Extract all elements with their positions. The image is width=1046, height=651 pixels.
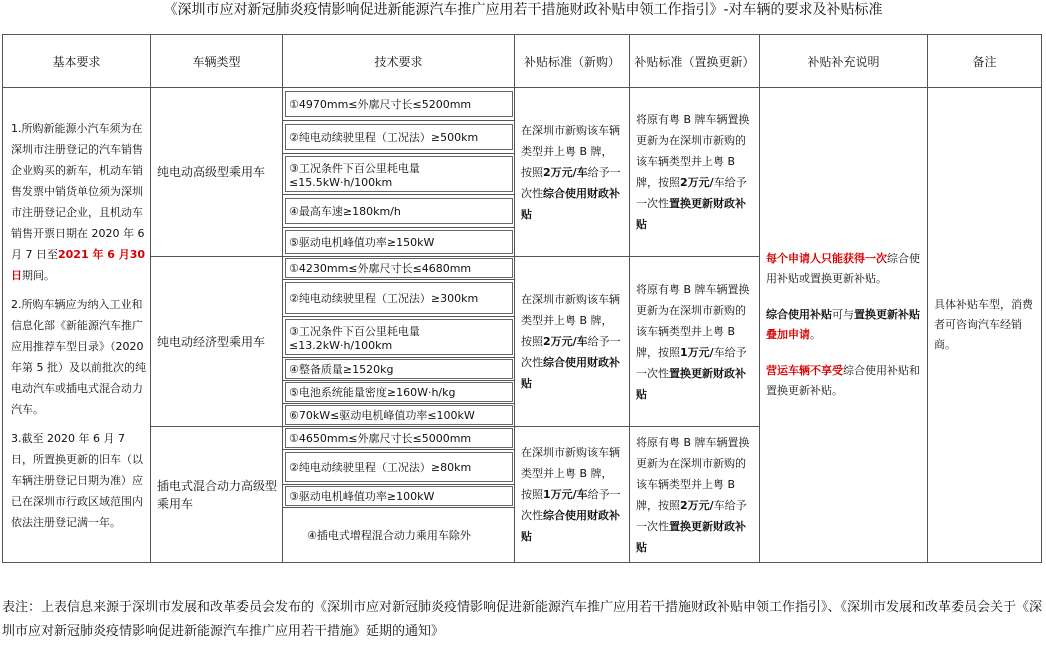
requirement-item-1: 1.所购新能源小汽车须为在深圳市注册登记的汽车销售企业购买的新车，机动车销售发票中销货单位须为深圳市注册登记企业，且机动车销售开票日期在 2020 年 6 月 7 日至2021 年 6 月30 日期间。 [11,121,146,282]
requirement-item-3: 3.截至 2020 年 6 月 7 日，所置换更新的旧车（以车辆注册登记日期为准）应已在深圳市行政区域范围内依法注册登记满一年。 [11,431,143,529]
spec-item: ⑥70kW≤驱动电机峰值功率≤100kW [283,404,515,427]
spec-item: ①4650mm≤外廓尺寸长≤5000mm [283,427,515,450]
spec-item: ②纯电动续驶里程（工况法）≥300km [283,280,515,317]
basic-requirements-cell [3,88,151,563]
header-basic-requirements: 基本要求 [3,35,151,88]
subsidy-new-cell: 在深圳市新购该车辆类型并上粤 B 牌，按照2万元/车给予一次性综合使用财政补贴 [515,88,630,257]
spec-item: ③驱动电机峰值功率≥100kW [283,485,515,508]
spec-item: ⑤驱动电机峰值功率≥150kW [283,228,515,257]
header-row [3,35,1042,88]
spec-item: ⑤电池系统能量密度≥160W·h/kg [283,381,515,404]
spec-item: ④整备质量≥1520kg [283,358,515,381]
remark-cell: 具体补贴车型，消费者可咨询汽车经销商。 [928,88,1042,563]
table-footnote: 表注：上表信息来源于深圳市发展和改革委员会发布的《深圳市应对新冠肺炎疫情影响促进新能源汽车推广应用若干措施财政补贴申领工作指引》、《深圳市发展和改革委员会关于《深圳市应对新冠肺炎疫情影响促进新能源汽车推广应用若干措施》延期的通知》 [2,600,1043,639]
spec-item: ④最高车速≥180km/h [283,195,515,228]
table-row [3,88,1042,121]
subsidy-replacement-cell: 将原有粤 B 牌车辆置换更新为在深圳市新购的该车辆类型并上粤 B 牌，按照2万元/车给予一次性置换更新财政补贴 [630,427,760,563]
subsidy-notes-cell: 每个申请人只能获得一次综合使用补贴或置换更新补贴。 综合使用补贴可与置换更新补贴叠加申请。 营运车辆不享受综合使用补贴和置换更新补贴。 [760,88,928,563]
header-subsidy-notes: 补贴补充说明 [760,35,928,88]
subsidy-replacement-cell: 将原有粤 B 牌车辆置换更新为在深圳市新购的该车辆类型并上粤 B 牌，按照1万元/车给予一次性置换更新财政补贴 [630,257,760,427]
spec-item: ③工况条件下百公里耗电量≤15.5kW·h/100km [283,154,515,195]
header-remark: 备注 [928,35,1042,88]
page-title: 《深圳市应对新冠肺炎疫情影响促进新能源汽车推广应用若干措施财政补贴申领工作指引》-对车辆的要求及补贴标准 [163,2,883,18]
subsidy-table [2,34,1042,563]
spec-item: ②纯电动续驶里程（工况法）≥500km [283,121,515,154]
header-subsidy-new: 补贴标准（新购） [515,35,630,88]
vehicle-type-phev-premium: 插电式混合动力高级型乘用车 [151,427,283,563]
vehicle-type-bev-premium: 纯电动高级型乘用车 [151,88,283,257]
subsidy-new-cell: 在深圳市新购该车辆类型并上粤 B 牌，按照1万元/车给予一次性综合使用财政补贴 [515,427,630,563]
vehicle-type-bev-economy: 纯电动经济型乘用车 [151,257,283,427]
deadline-highlight: 2021 年 6 月30 日 [11,247,146,282]
spec-item: ②纯电动续驶里程（工况法）≥80km [283,450,515,485]
spec-item: ①4970mm≤外廓尺寸长≤5200mm [283,88,515,121]
requirement-item-2: 2.所购车辆应为纳入工业和信息化部《新能源汽车推广应用推荐车型目录》（2020 年第 5 批）及以前批次的纯电动汽车或插电式混合动力汽车。 [11,297,146,416]
spec-item: ①4230mm≤外廓尺寸长≤4680mm [283,257,515,280]
spec-item: ③工况条件下百公里耗电量≤13.2kW·h/100km [283,317,515,358]
header-vehicle-type: 车辆类型 [151,35,283,88]
subsidy-new-cell: 在深圳市新购该车辆类型并上粤 B 牌，按照2万元/车给予一次性综合使用财政补贴 [515,257,630,427]
header-subsidy-replacement: 补贴标准（置换更新） [630,35,760,88]
subsidy-replacement-cell: 将原有粤 B 牌车辆置换更新为在深圳市新购的该车辆类型并上粤 B 牌，按照2万元/车给予一次性置换更新财政补贴 [630,88,760,257]
header-tech-requirements: 技术要求 [283,35,515,88]
spec-item: ④插电式增程混合动力乘用车除外 [283,508,515,563]
